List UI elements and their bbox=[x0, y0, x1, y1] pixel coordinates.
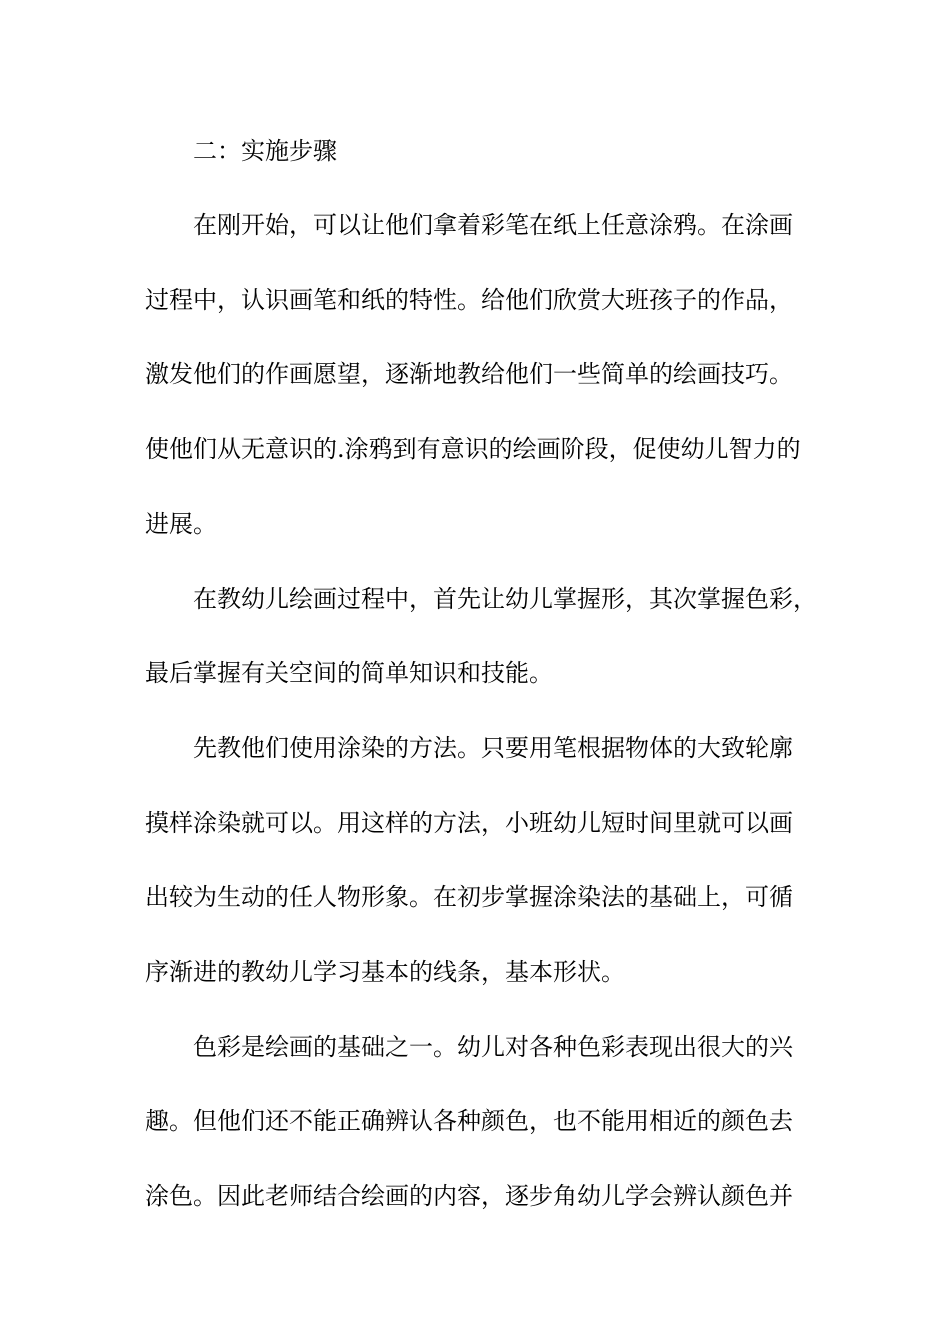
paragraph-line: 进展。 bbox=[145, 510, 217, 538]
paragraph-line: 摸样涂染就可以。用这样的方法，小班幼儿短时间里就可以画 bbox=[145, 809, 793, 837]
paragraph-line: 最后掌握有关空间的简单知识和技能。 bbox=[145, 659, 553, 687]
paragraph-line: 使他们从无意识的.涂鸦到有意识的绘画阶段，促使幼儿智力的 bbox=[145, 435, 801, 463]
paragraph-line: 先教他们使用涂染的方法。只要用笔根据物体的大致轮廓 bbox=[193, 734, 793, 762]
paragraph-line: 过程中，认识画笔和纸的特性。给他们欣赏大班孩子的作品， bbox=[145, 286, 793, 314]
paragraph-line: 在刚开始，可以让他们拿着彩笔在纸上任意涂鸦。在涂画 bbox=[193, 211, 793, 239]
paragraph-line: 色彩是绘画的基础之一。幼儿对各种色彩表现出很大的兴 bbox=[193, 1033, 793, 1061]
paragraph-line: 序渐进的教幼儿学习基本的线条，基本形状。 bbox=[145, 958, 625, 986]
paragraph-line: 涂色。因此老师结合绘画的内容，逐步角幼儿学会辨认颜色并 bbox=[145, 1182, 793, 1210]
paragraph-line: 激发他们的作画愿望，逐渐地教给他们一些简单的绘画技巧。 bbox=[145, 360, 793, 388]
section-heading: 二：实施步骤 bbox=[193, 137, 337, 165]
paragraph-line: 在教幼儿绘画过程中，首先让幼儿掌握形，其次掌握色彩， bbox=[193, 585, 817, 613]
paragraph-line: 出较为生动的任人物形象。在初步掌握涂染法的基础上，可循 bbox=[145, 883, 793, 911]
paragraph-line: 趣。但他们还不能正确辨认各种颜色，也不能用相近的颜色去 bbox=[145, 1107, 793, 1135]
